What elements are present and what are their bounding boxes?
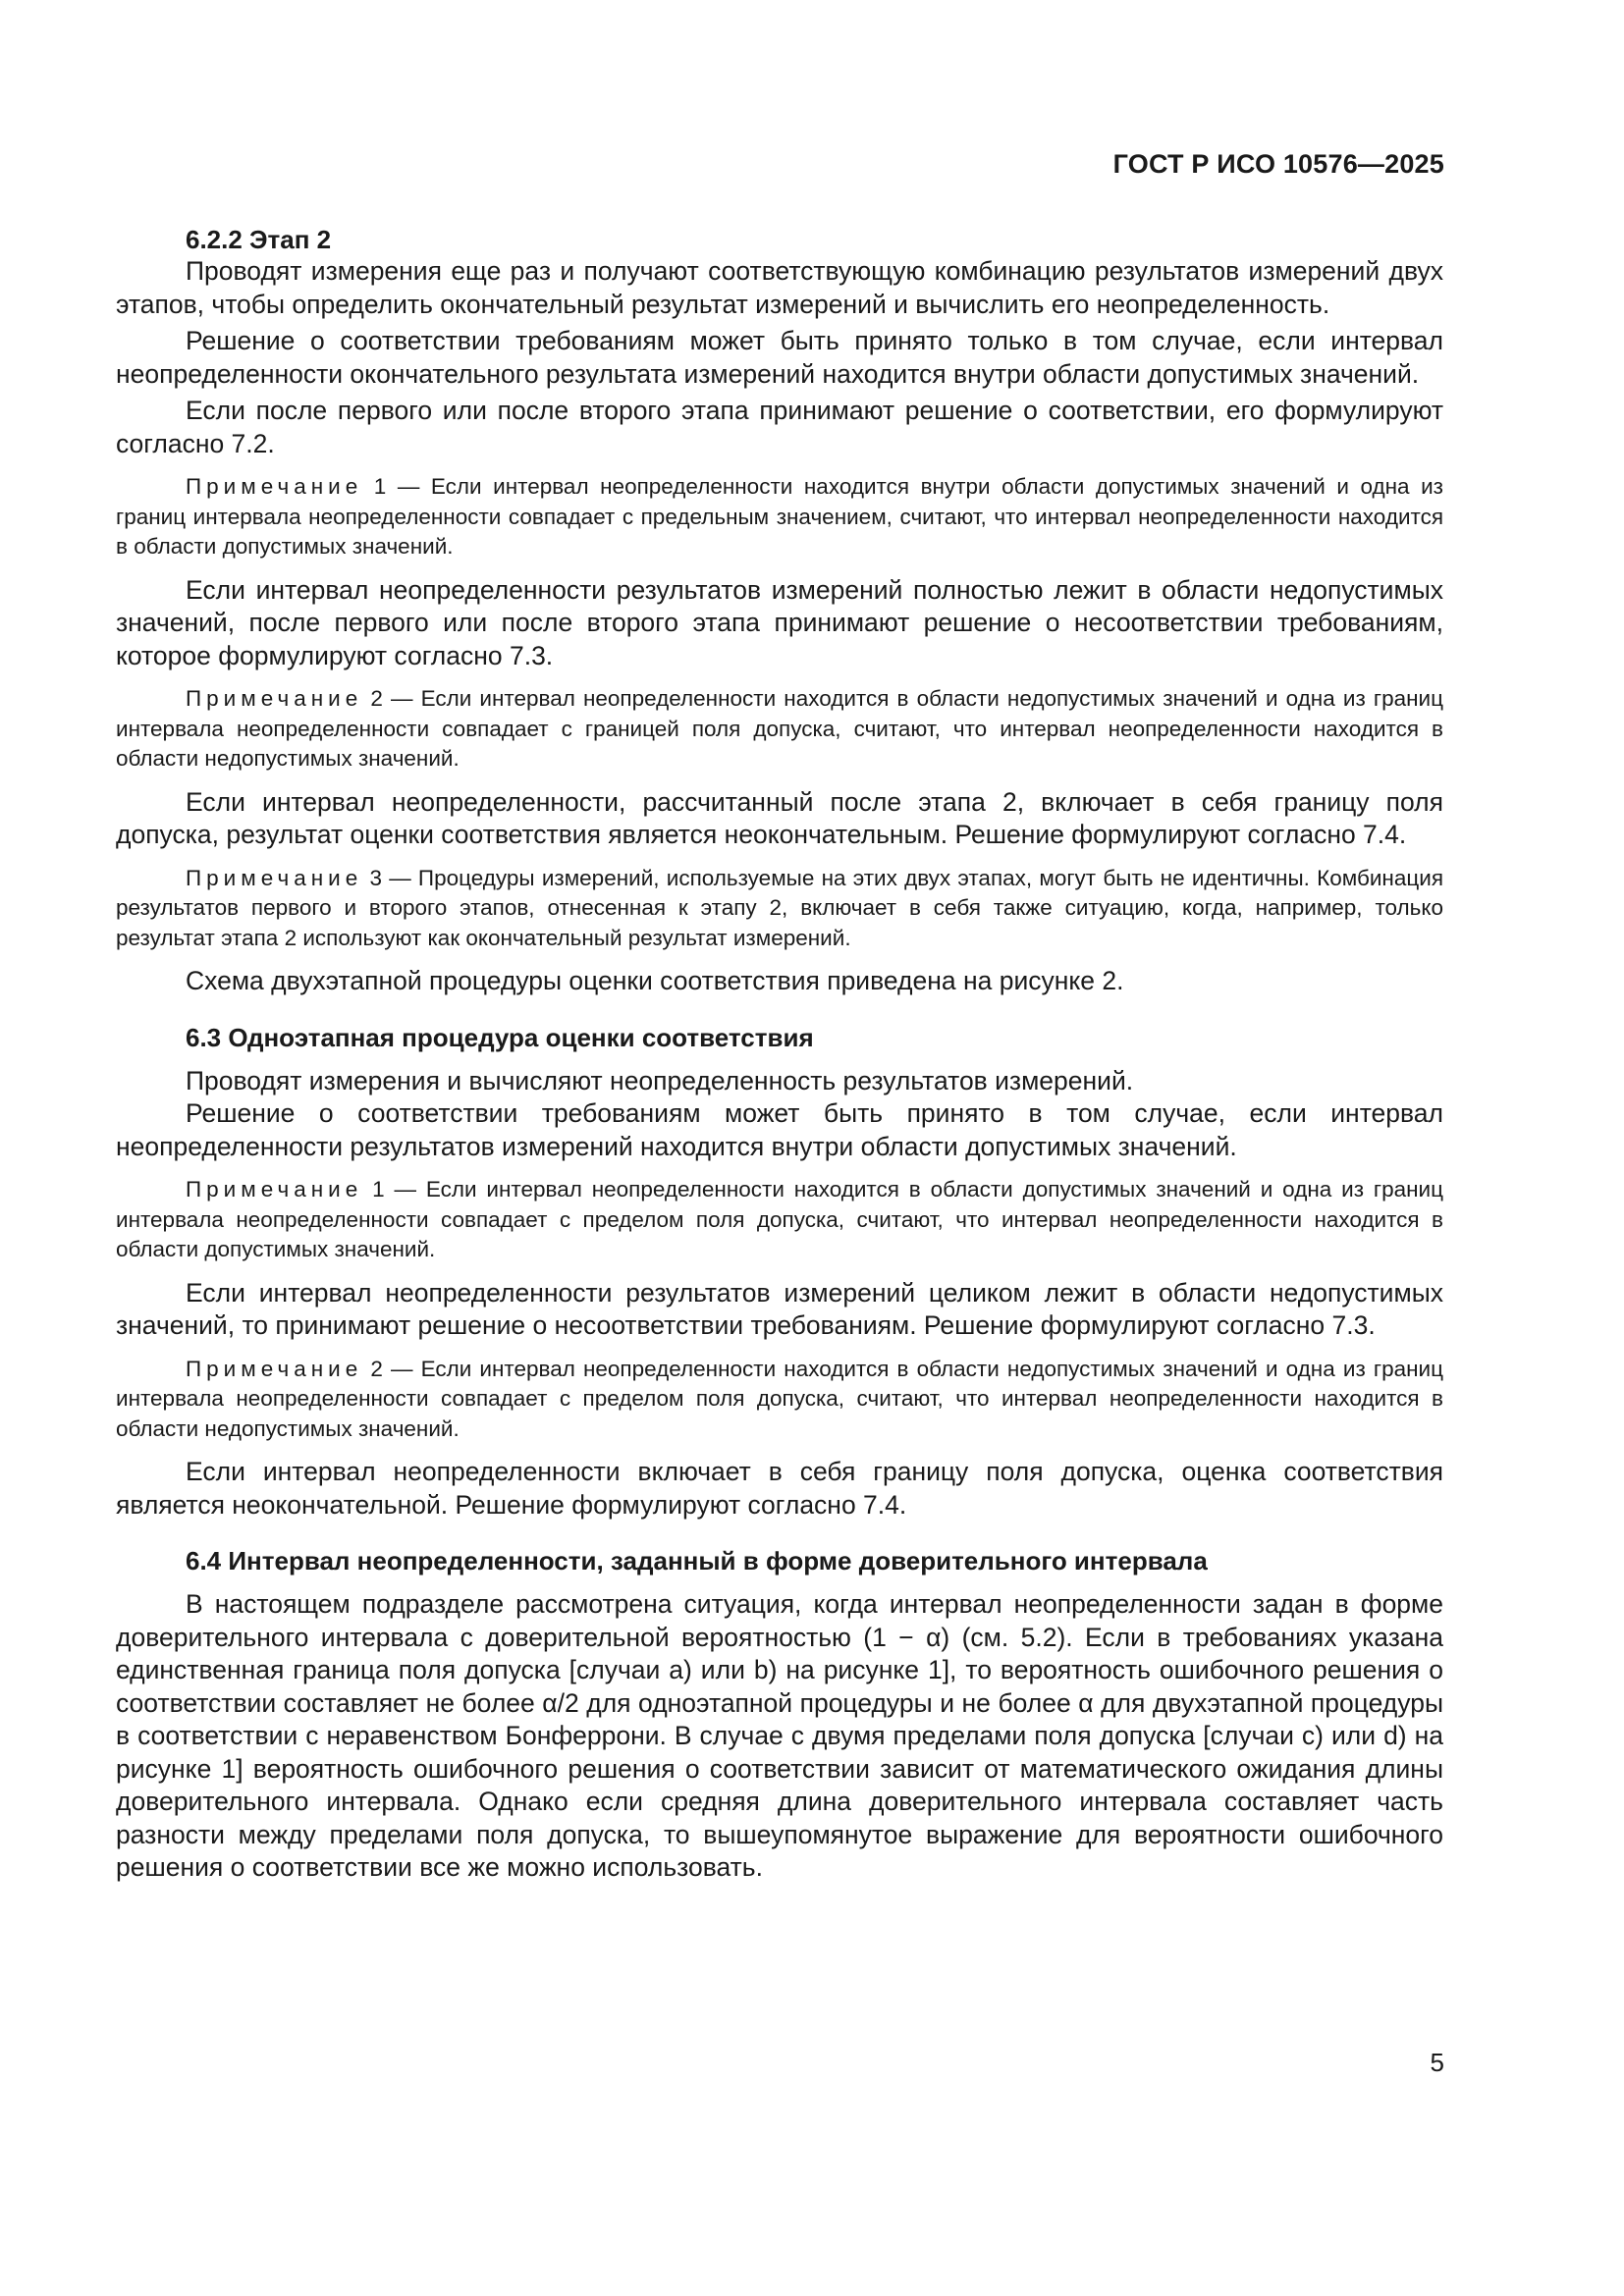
section-heading-6-4: 6.4 Интервал неопределенности, заданный в форме доверительного интервала bbox=[186, 1546, 1208, 1575]
paragraph: Если после первого или после второго этапа принимают решение о соответствии, его формулируют согласно 7.2. bbox=[116, 396, 1443, 458]
document-code: ГОСТ Р ИСО 10576—2025 bbox=[1112, 149, 1444, 179]
note-label: Примечание bbox=[186, 686, 363, 711]
note-text: 2 — Если интервал неопределенности находится в области недопустимых значений и одна из границ интервала неопределенности совпадает с пределом поля допуска, считают, что интервал неопределенности находится в области недопустимых значений. bbox=[116, 1356, 1443, 1441]
note-label: Примечание bbox=[186, 865, 363, 890]
note-text: 2 — Если интервал неопределенности находится в области недопустимых значений и одна из границ интервала неопределенности совпадает с границей поля допуска, считают, что интервал неопределенности находится в области недопустимых значений. bbox=[116, 686, 1443, 771]
page-number: 5 bbox=[1430, 2048, 1444, 2077]
paragraph: Если интервал неопределенности включает в себя границу поля допуска, оценка соответствия является неокончательной. Решение формулируют согласно 7.4. bbox=[116, 1457, 1443, 1520]
paragraph: Решение о соответствии требованиям может быть принято только в том случае, если интервал неопределенности окончательного результата измерений находится внутри области допустимых значений. bbox=[116, 326, 1443, 389]
page-content bbox=[116, 224, 1443, 1885]
note bbox=[116, 1175, 1443, 1265]
section-heading-6-2-2: 6.2.2 Этап 2 bbox=[186, 225, 332, 254]
paragraph: Проводят измерения еще раз и получают соответствующую комбинацию результатов измерений двух этапов, чтобы определить окончательный результат измерений и вычислить его неопределенность. bbox=[116, 256, 1443, 319]
note-text: 1 — Если интервал неопределенности находится внутри области допустимых значений и одна из границ интервала неопределенности совпадает с предельным значением, считают, что интервал неопределенности находится в области допустимых значений. bbox=[116, 474, 1443, 559]
note-label: Примечание bbox=[186, 474, 363, 499]
paragraph: Если интервал неопределенности результатов измерений полностью лежит в области недопустимых значений, после первого или после второго этапа принимают решение о несоответствии требованиям, которое формулируют согласно 7.3. bbox=[116, 574, 1443, 670]
note-label: Примечание bbox=[186, 1356, 363, 1381]
note bbox=[116, 472, 1443, 562]
note bbox=[116, 684, 1443, 774]
paragraph: Схема двухэтапной процедуры оценки соответствия приведена на рисунке 2. bbox=[186, 966, 1124, 995]
note-label: Примечание bbox=[186, 1177, 363, 1201]
note bbox=[116, 864, 1443, 954]
paragraph: В настоящем подразделе рассмотрена ситуация, когда интервал неопределенности задан в форме доверительного интервала с доверительной вероятностью (1 − α) (см. 5.2). Если в требованиях указана единственная граница поля допуска [случаи a) или b) на рисунке 1], то вероятность ошибочного решения о соответствии составляет не более α/2 для одноэтапной процедуры и не более α для двухэтапной процедуры в соответствии с неравенством Бонферрони. В случае с двумя пределами поля допуска [случаи c) или d) на рисунке 1] вероятность ошибочного решения о соответствии зависит от математического ожидания длины доверительного интервала. Однако если средняя длина доверительного интервала составляет часть разности между пределами поля допуска, то вышеупомянутое выражение для вероятности ошибочного решения о соответствии все же можно использовать. bbox=[116, 1589, 1443, 1882]
note bbox=[116, 1355, 1443, 1445]
paragraph: Если интервал неопределенности, рассчитанный после этапа 2, включает в себя границу поля допуска, результат оценки соответствия является неокончательным. Решение формулируют согласно 7.4. bbox=[116, 786, 1443, 849]
paragraph: Если интервал неопределенности результатов измерений целиком лежит в области недопустимых значений, то принимают решение о несоответствии требованиям. Решение формулируют согласно 7.3. bbox=[116, 1277, 1443, 1340]
paragraph: Решение о соответствии требованиям может быть принято в том случае, если интервал неопределенности результатов измерений находится внутри области допустимых значений. bbox=[116, 1098, 1443, 1161]
note-text: 3 — Процедуры измерений, используемые на этих двух этапах, могут быть не идентичны. Комбинация результатов первого и второго этапов, отнесенная к этапу 2, включает в себя также ситуацию, когда, например, только результат этапа 2 используют как окончательный результат измерений. bbox=[116, 865, 1443, 950]
section-heading-6-3: 6.3 Одноэтапная процедура оценки соответствия bbox=[186, 1022, 814, 1052]
note-text: 1 — Если интервал неопределенности находится в области допустимых значений и одна из границ интервала неопределенности совпадает с пределом поля допуска, считают, что интервал неопределенности находится в области допустимых значений. bbox=[116, 1177, 1443, 1261]
paragraph: Проводят измерения и вычисляют неопределенность результатов измерений. bbox=[186, 1065, 1134, 1095]
